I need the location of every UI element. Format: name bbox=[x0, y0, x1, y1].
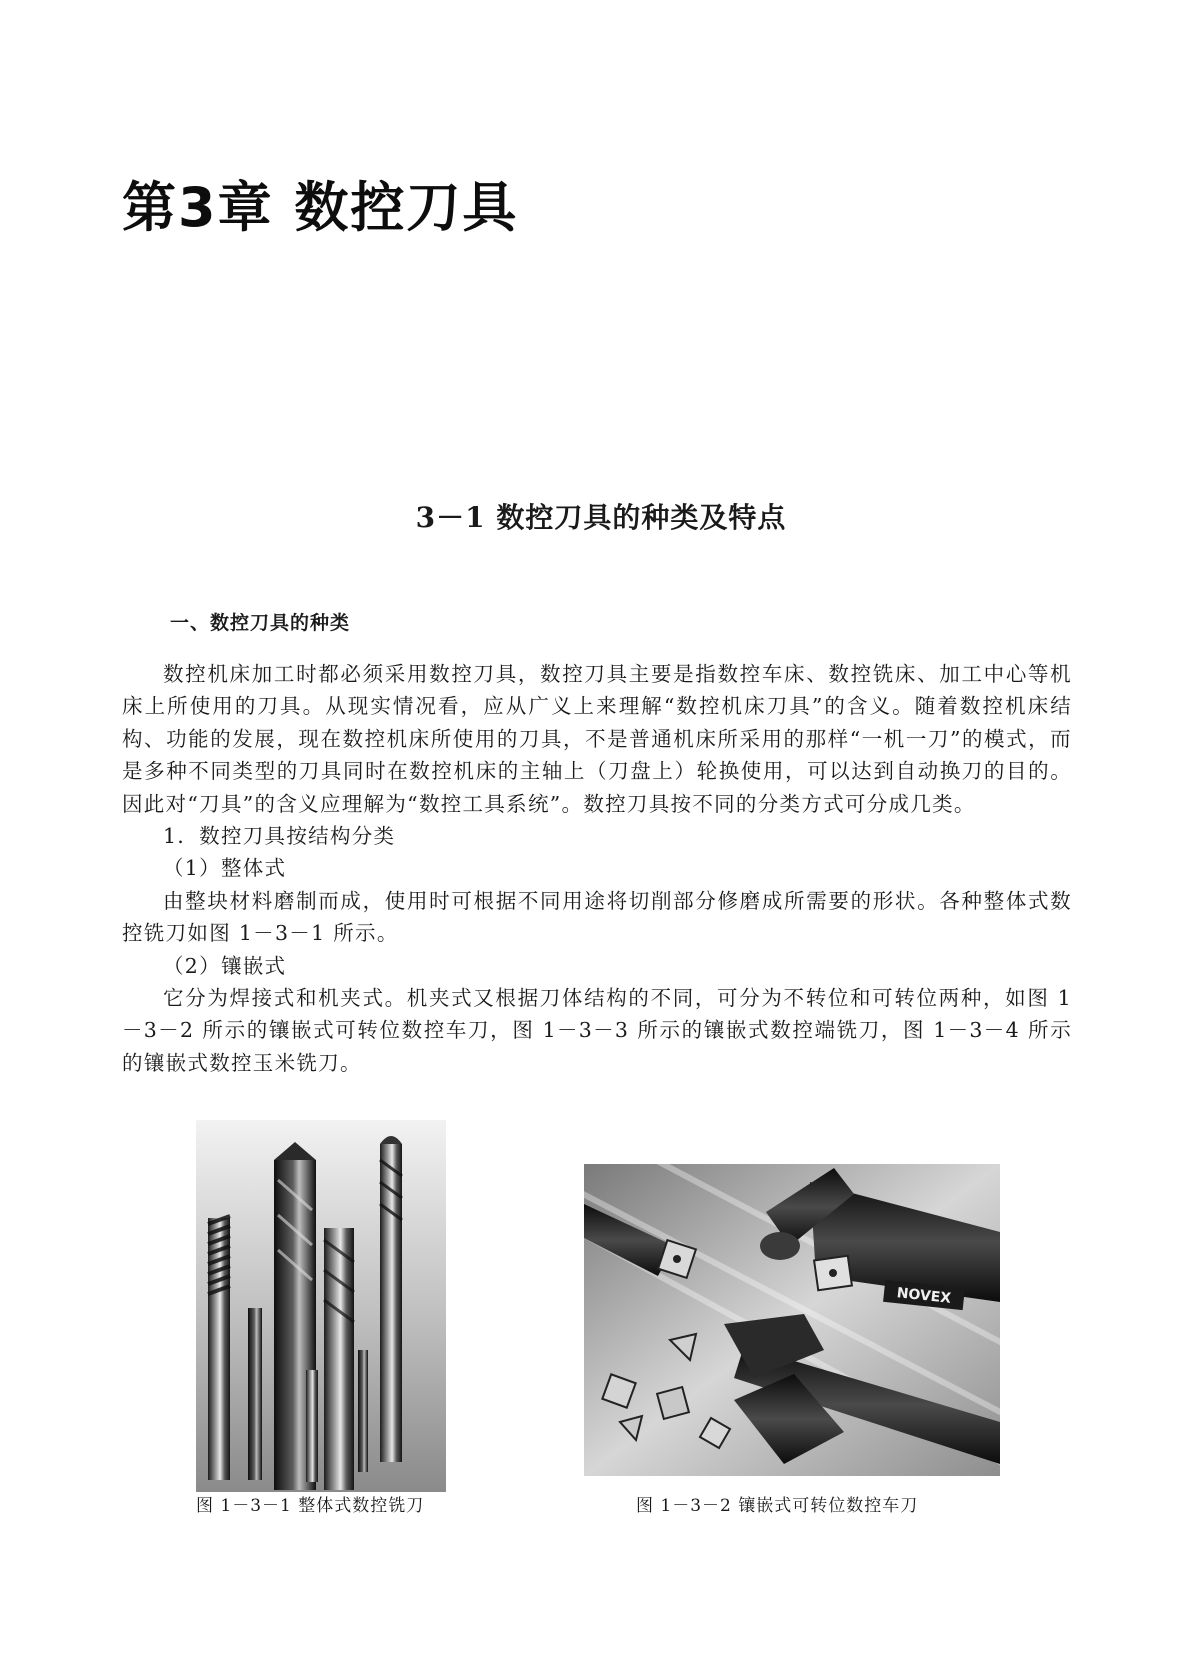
figure-solid-end-mills bbox=[196, 1120, 446, 1492]
chapter-title: 第3章 数控刀具 bbox=[122, 176, 519, 239]
brand-label: NOVEX bbox=[895, 1285, 952, 1307]
figure-indexable-turning-tools bbox=[584, 1164, 1000, 1476]
paragraph: 数控机床加工时都必须采用数控刀具，数控刀具主要是指数控车床、数控铣床、加工中心等机床上所使用的刀具。从现实情况看，应从广义上来理解“数控机床刀具”的含义。随着数控机床结构、功能的发展，现在数控机床所使用的刀具，不是普通机床所采用的那样“一机一刀”的模式，而是多种不同类型的刀具同时在数控机床的主轴上（刀盘上）轮换使用，可以达到自动换刀的目的。因此对“刀具”的含义应理解为“数控工具系统”。数控刀具按不同的分类方式可分成几类。 bbox=[122, 662, 1072, 816]
figure-caption: 图 1－3－1 整体式数控铣刀 bbox=[196, 1496, 425, 1516]
turning-tools-photo bbox=[584, 1164, 1000, 1476]
paragraph: 由整块材料磨制而成，使用时可根据不同用途将切削部分修磨成所需要的形状。各种整体式数控铣刀如图 1－3－1 所示。 bbox=[122, 888, 1072, 946]
paragraph: （2）镶嵌式 bbox=[163, 953, 287, 978]
paragraph: （1）整体式 bbox=[163, 856, 287, 881]
end-mills-photo bbox=[196, 1120, 446, 1492]
subsection-title: 一、数控刀具的种类 bbox=[170, 612, 351, 634]
body-text bbox=[122, 658, 1072, 1079]
paragraph: 1．数控刀具按结构分类 bbox=[163, 824, 396, 849]
figure-caption: 图 1－3－2 镶嵌式可转位数控车刀 bbox=[636, 1496, 919, 1516]
section-title: 3－1 数控刀具的种类及特点 bbox=[415, 501, 787, 534]
paragraph: 它分为焊接式和机夹式。机夹式又根据刀体结构的不同，可分为不转位和可转位两种，如图 1－3－2 所示的镶嵌式可转位数控车刀，图 1－3－3 所示的镶嵌式数控端铣刀，图 1－3－4 所示的镶嵌式数控玉米铣刀。 bbox=[122, 986, 1072, 1075]
